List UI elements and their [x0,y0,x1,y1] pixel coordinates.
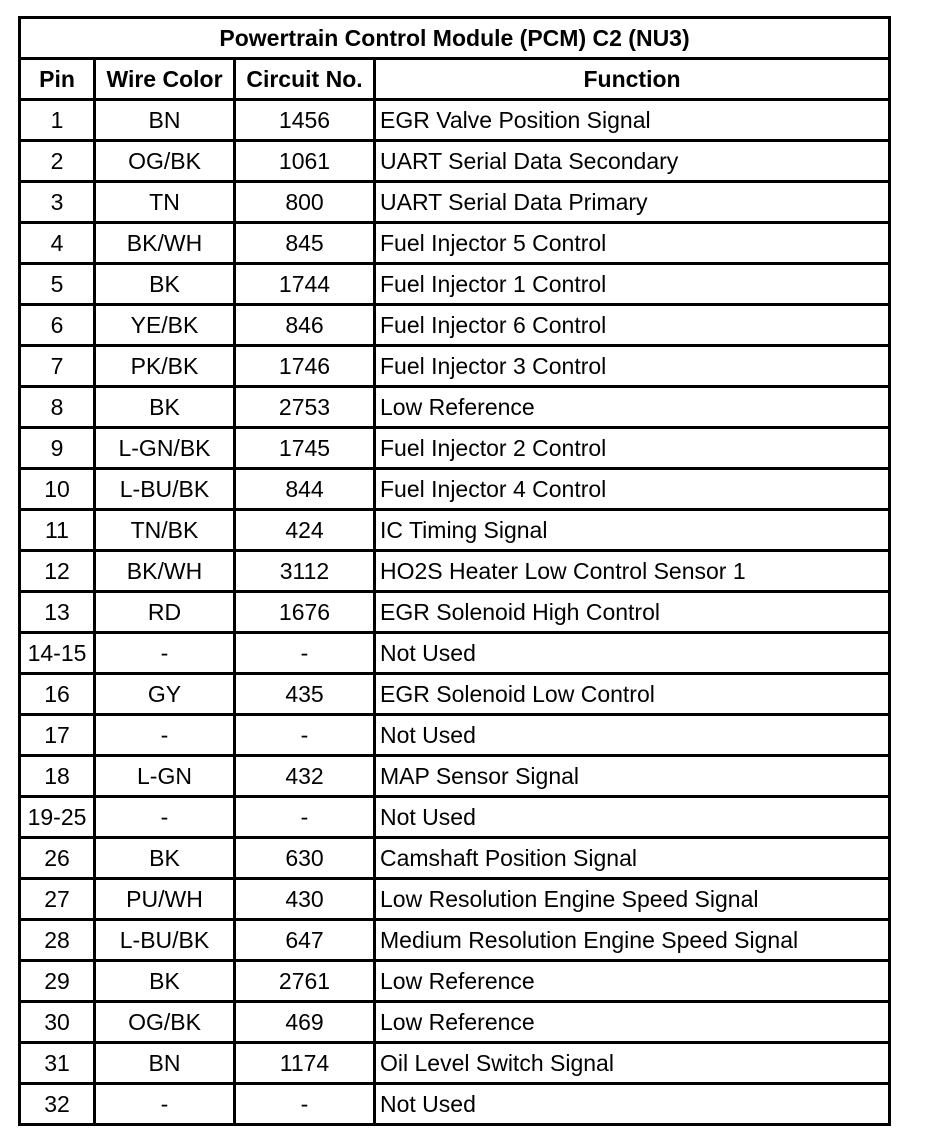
pin-cell: 12 [20,551,95,592]
function-cell: Fuel Injector 6 Control [375,305,890,346]
table-row [20,141,890,182]
circuit-no-cell: - [235,797,375,838]
function-cell: Fuel Injector 5 Control [375,223,890,264]
function-cell: EGR Solenoid Low Control [375,674,890,715]
circuit-no-cell: 1061 [235,141,375,182]
function-cell: MAP Sensor Signal [375,756,890,797]
table-row [20,428,890,469]
function-cell: Low Reference [375,387,890,428]
table-row [20,879,890,920]
pin-cell: 31 [20,1043,95,1084]
table-row [20,182,890,223]
table-row [20,1002,890,1043]
circuit-no-cell: 1676 [235,592,375,633]
function-cell: Fuel Injector 3 Control [375,346,890,387]
wire-color-cell: - [95,633,235,674]
wire-color-cell: BN [95,100,235,141]
circuit-no-cell: 1744 [235,264,375,305]
function-cell: Medium Resolution Engine Speed Signal [375,920,890,961]
function-cell: Not Used [375,715,890,756]
pin-cell: 16 [20,674,95,715]
table-row [20,551,890,592]
pin-cell: 19-25 [20,797,95,838]
circuit-no-cell: 430 [235,879,375,920]
pin-cell: 11 [20,510,95,551]
wire-color-cell: L-GN [95,756,235,797]
wire-color-cell: OG/BK [95,1002,235,1043]
pin-cell: 17 [20,715,95,756]
wire-color-cell: L-GN/BK [95,428,235,469]
circuit-no-cell: 1456 [235,100,375,141]
header-function: Function [375,59,890,100]
pinout-table [18,16,891,1126]
wire-color-cell: - [95,1084,235,1125]
pin-cell: 2 [20,141,95,182]
table-row [20,592,890,633]
function-cell: UART Serial Data Secondary [375,141,890,182]
circuit-no-cell: 1174 [235,1043,375,1084]
header-wire-color: Wire Color [95,59,235,100]
pin-cell: 26 [20,838,95,879]
wire-color-cell: - [95,715,235,756]
function-cell: Low Reference [375,961,890,1002]
table-row [20,346,890,387]
wire-color-cell: BK/WH [95,223,235,264]
circuit-no-cell: 845 [235,223,375,264]
table-row [20,633,890,674]
table-row [20,756,890,797]
wire-color-cell: L-BU/BK [95,920,235,961]
circuit-no-cell: 844 [235,469,375,510]
pin-cell: 13 [20,592,95,633]
function-cell: EGR Valve Position Signal [375,100,890,141]
circuit-no-cell: - [235,633,375,674]
circuit-no-cell: 800 [235,182,375,223]
table-row [20,100,890,141]
table-row [20,1043,890,1084]
table-title: Powertrain Control Module (PCM) C2 (NU3) [20,18,890,59]
pin-cell: 9 [20,428,95,469]
table-row [20,797,890,838]
table-row [20,715,890,756]
wire-color-cell: BK/WH [95,551,235,592]
wire-color-cell: PU/WH [95,879,235,920]
pin-cell: 27 [20,879,95,920]
function-cell: Fuel Injector 4 Control [375,469,890,510]
circuit-no-cell: 435 [235,674,375,715]
function-cell: HO2S Heater Low Control Sensor 1 [375,551,890,592]
wire-color-cell: BN [95,1043,235,1084]
circuit-no-cell: 846 [235,305,375,346]
wire-color-cell: YE/BK [95,305,235,346]
wire-color-cell: BK [95,264,235,305]
circuit-no-cell: 2761 [235,961,375,1002]
header-circuit-no: Circuit No. [235,59,375,100]
pin-cell: 1 [20,100,95,141]
table-row [20,305,890,346]
pin-cell: 32 [20,1084,95,1125]
wire-color-cell: GY [95,674,235,715]
pin-cell: 4 [20,223,95,264]
table-row [20,264,890,305]
function-cell: Oil Level Switch Signal [375,1043,890,1084]
wire-color-cell: OG/BK [95,141,235,182]
circuit-no-cell: 647 [235,920,375,961]
pin-cell: 3 [20,182,95,223]
wire-color-cell: TN/BK [95,510,235,551]
pin-cell: 8 [20,387,95,428]
function-cell: Low Resolution Engine Speed Signal [375,879,890,920]
table-row [20,510,890,551]
circuit-no-cell: 1745 [235,428,375,469]
table-row [20,838,890,879]
pin-cell: 29 [20,961,95,1002]
pin-cell: 14-15 [20,633,95,674]
pin-cell: 6 [20,305,95,346]
circuit-no-cell: - [235,1084,375,1125]
function-cell: Not Used [375,797,890,838]
function-cell: Not Used [375,633,890,674]
table-body [20,100,890,1125]
table-row [20,1084,890,1125]
function-cell: Not Used [375,1084,890,1125]
wire-color-cell: PK/BK [95,346,235,387]
circuit-no-cell: 630 [235,838,375,879]
wire-color-cell: BK [95,961,235,1002]
wire-color-cell: TN [95,182,235,223]
circuit-no-cell: - [235,715,375,756]
table-row [20,469,890,510]
pin-cell: 18 [20,756,95,797]
function-cell: UART Serial Data Primary [375,182,890,223]
function-cell: Low Reference [375,1002,890,1043]
wire-color-cell: L-BU/BK [95,469,235,510]
circuit-no-cell: 432 [235,756,375,797]
wire-color-cell: - [95,797,235,838]
circuit-no-cell: 1746 [235,346,375,387]
pin-cell: 30 [20,1002,95,1043]
wire-color-cell: RD [95,592,235,633]
pin-cell: 5 [20,264,95,305]
table-row [20,920,890,961]
function-cell: Camshaft Position Signal [375,838,890,879]
wire-color-cell: BK [95,387,235,428]
table-row [20,223,890,264]
header-row [20,59,890,100]
header-pin: Pin [20,59,95,100]
pin-cell: 10 [20,469,95,510]
function-cell: IC Timing Signal [375,510,890,551]
title-row [20,18,890,59]
function-cell: Fuel Injector 2 Control [375,428,890,469]
wire-color-cell: BK [95,838,235,879]
circuit-no-cell: 3112 [235,551,375,592]
circuit-no-cell: 469 [235,1002,375,1043]
circuit-no-cell: 2753 [235,387,375,428]
function-cell: Fuel Injector 1 Control [375,264,890,305]
pin-cell: 7 [20,346,95,387]
table-row [20,961,890,1002]
circuit-no-cell: 424 [235,510,375,551]
pin-cell: 28 [20,920,95,961]
function-cell: EGR Solenoid High Control [375,592,890,633]
table-row [20,387,890,428]
table-row [20,674,890,715]
